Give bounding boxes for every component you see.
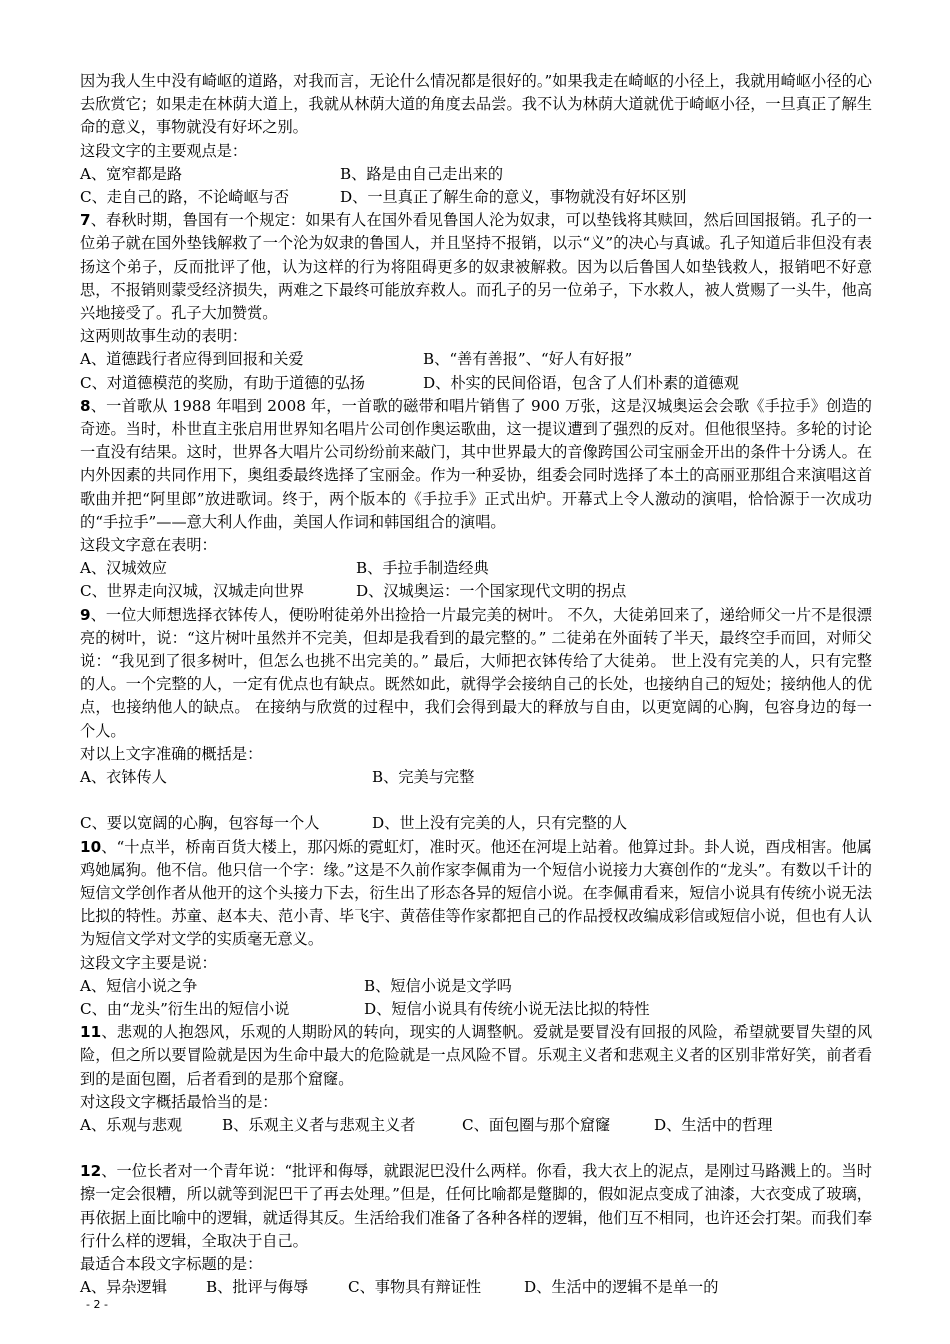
q9-options-row-1 <box>80 766 872 789</box>
q7-number: 7 <box>80 211 91 230</box>
q12-number: 12 <box>80 1162 102 1181</box>
q6-option-c: C、走自己的路，不论崎岖与否 <box>80 188 290 207</box>
q6-option-d: D、一旦真正了解生命的意义，事物就没有好坏区别 <box>340 188 687 207</box>
q11-passage <box>80 1021 872 1091</box>
q10-number: 10 <box>80 837 102 856</box>
q10-passage <box>80 836 872 952</box>
q7-options-row-1 <box>80 348 872 371</box>
q10-options-row-2 <box>80 998 872 1021</box>
q6-options-row-2 <box>80 186 872 209</box>
q10-option-b: B、短信小说是文学吗 <box>364 976 512 995</box>
q11-options-row <box>80 1114 872 1137</box>
q12-option-c: C、事物具有辩证性 <box>348 1278 482 1297</box>
q6-options-row-1 <box>80 163 872 186</box>
q7-passage <box>80 209 872 325</box>
q9-option-d: D、世上没有完美的人，只有完整的人 <box>372 814 628 833</box>
q8-option-b: B、手拉手制造经典 <box>356 559 489 578</box>
q6-option-b: B、路是由自己走出来的 <box>340 164 504 183</box>
q7-options-row-2 <box>80 372 872 395</box>
q11-number: 11 <box>80 1023 102 1042</box>
q11-option-a: A、乐观与悲观 <box>80 1115 183 1134</box>
q10-option-c: C、由“龙头”衍生出的短信小说 <box>80 999 290 1018</box>
q10-text: 、“十点半，桥南百货大楼上，那闪烁的霓虹灯，准时灭。他还在河堤上站着。他算过卦。卦人说，酉戌相害。他属鸡她属狗。他不信。他只信一个字：缘。”这是不久前作家李佩甫为一个短信小说接力大赛创作的“龙头”。有数以千计的短信文学创作者从他开的这个头接力下去，衍生出了形态各异的短信小说。在李佩甫看来，短信小说具有传统小说无法比拟的特性。苏童、赵本夫、范小青、毕飞宇、黄蓓佳等作家都把自己的作品授权改编成彩信或短信小说，但也有人认为短信文学对文学的实质毫无意义。 <box>80 837 872 949</box>
q8-option-a: A、汉城效应 <box>80 559 167 578</box>
q7-option-c: C、对道德模范的奖励，有助于道德的弘扬 <box>80 373 365 392</box>
q7-prompt: 这两则故事生动的表明： <box>80 327 248 346</box>
q12-prompt: 最适合本段文字标题的是： <box>80 1254 263 1273</box>
q10-option-a: A、短信小说之争 <box>80 976 198 995</box>
q9-text: 、一位大师想选择衣钵传人，便吩咐徒弟外出捡拾一片最完美的树叶。 不久，大徒弟回来了，递给师父一片不是很漂亮的树叶，说：“这片树叶虽然并不完美，但却是我看到的最完整的。” 二徒弟在外面转了半天，最终空手而回，对师父说：“我见到了很多树叶，但怎么也挑不出完美的。” 最后，大师把衣钵传给了大徒弟。 世上没有完美的人，只有完整的人。一个完整的人，一定有优点也有缺点。既然如此，就得学会接纳自己的长处，也接纳自己的短处；接纳他人的优点，也接纳他人的缺点。 在接纳与欣赏的过程中，我们会得到最大的释放与自由，以更宽阔的心胸，包容身边的每一个人。 <box>80 605 872 740</box>
q9-prompt: 对以上文字准确的概括是： <box>80 744 263 763</box>
q9-option-c: C、要以宽阔的心胸，包容每一个人 <box>80 814 320 833</box>
q7-text: 、春秋时期，鲁国有一个规定：如果有人在国外看见鲁国人沦为奴隶，可以垫钱将其赎回，然后回国报销。孔子的一位弟子就在国外垫钱解救了一个沦为奴隶的鲁国人，并且坚持不报销，以示“义”的决心与真诚。孔子知道后非但没有表扬这个弟子，反而批评了他，认为这样的行为将阻碍更多的奴隶被解救。因为以后鲁国人如垫钱救人，报销吧不好意思，不报销则蒙受经济损失，两难之下最终可能放弃救人。而孔子的另一位弟子，下水救人，被人赏赐了一头牛，他高兴地接受了。孔子大加赞赏。 <box>80 211 872 323</box>
q10-prompt: 这段文字主要是说： <box>80 953 217 972</box>
q12-options-row <box>80 1276 872 1299</box>
q10-options-row-1 <box>80 975 872 998</box>
q12-option-b: B、批评与侮辱 <box>206 1278 309 1297</box>
q10-option-d: D、短信小说具有传统小说无法比拟的特性 <box>364 999 650 1018</box>
q12-text: 、一位长者对一个青年说：“批评和侮辱，就跟泥巴没什么两样。你看，我大衣上的泥点，是刚过马路溅上的。当时擦一定会很糟，所以就等到泥巴干了再去处理。”但是，任何比喻都是蹩脚的，假如泥点变成了油漆，大衣变成了玻璃，再依据上面比喻中的逻辑，就适得其反。生活给我们准备了各种各样的逻辑，他们互不相同，也许还会打架。而我们奉行什么样的逻辑，全取决于自己。 <box>80 1162 872 1250</box>
q8-text: 、一首歌从 1988 年唱到 2008 年，一首歌的磁带和唱片销售了 900 万张，这是汉城奥运会会歌《手拉手》创造的奇迹。当时，朴世直主张启用世界知名唱片公司创作奥运歌曲，这一提议遭到了强烈的反对。但他很坚持。多轮的讨论一直没有结果。这时，世界各大唱片公司纷纷前来敲门，其中世界最大的音像跨国公司宝丽金开出的条件十分诱人。在内外因素的共同作用下，奥组委最终选择了宝丽金。作为一种妥协，组委会同时选择了本土的高丽亚那组合来演唱这首歌曲并把“阿里郎”放进歌词。终于，两个版本的《手拉手》正式出炉。开幕式上令人激动的演唱，恰恰源于一次成功的“手拉手”——意大利人作曲，美国人作词和韩国组合的演唱。 <box>80 396 872 531</box>
q12-option-a: A、异杂逻辑 <box>80 1278 167 1297</box>
q8-option-d: D、汉城奥运：一个国家现代文明的拐点 <box>356 582 627 601</box>
q9-passage <box>80 604 872 743</box>
document-page <box>80 70 872 1299</box>
q7-option-a: A、道德践行者应得到回报和关爱 <box>80 350 304 369</box>
q9-options-row-2 <box>80 812 872 835</box>
q7-option-d: D、朴实的民间俗语，包含了人们朴素的道德观 <box>423 373 739 392</box>
page-number: - 2 - <box>86 1298 108 1311</box>
q8-prompt: 这段文字意在表明： <box>80 536 217 555</box>
q11-text: 、悲观的人抱怨风，乐观的人期盼风的转向，现实的人调整帆。爱就是要冒没有回报的风险，希望就要冒失望的风险，但之所以要冒险就是因为生命中最大的危险就是一点风险不冒。乐观主义者和悲观主义者的区别非常好笑，前者看到的是面包圈，后者看到的是那个窟窿。 <box>80 1023 872 1088</box>
q11-prompt: 对这段文字概括最恰当的是： <box>80 1092 278 1111</box>
q12-passage <box>80 1160 872 1253</box>
q9-number: 9 <box>80 605 91 624</box>
q12-option-d: D、生活中的逻辑不是单一的 <box>524 1278 719 1297</box>
q8-options-row-1 <box>80 557 872 580</box>
q9-option-a: A、衣钵传人 <box>80 768 167 787</box>
q8-number: 8 <box>80 396 91 415</box>
q11-gap <box>80 1137 872 1160</box>
q6-prompt: 这段文字的主要观点是： <box>80 141 248 160</box>
q6-option-a: A、宽窄都是路 <box>80 164 183 183</box>
q9-option-b: B、完美与完整 <box>372 768 475 787</box>
q11-option-b: B、乐观主义者与悲观主义者 <box>222 1115 416 1134</box>
q9-option-gap <box>80 789 872 812</box>
q8-passage <box>80 395 872 534</box>
q8-option-c: C、世界走向汉城，汉城走向世界 <box>80 582 305 601</box>
q8-options-row-2 <box>80 580 872 603</box>
q7-option-b: B、“善有善报”、“好人有好报” <box>423 350 633 369</box>
q11-option-d: D、生活中的哲理 <box>654 1115 773 1134</box>
q11-option-c: C、面包圈与那个窟窿 <box>462 1115 611 1134</box>
q6-passage: 因为我人生中没有崎岖的道路，对我而言，无论什么情况都是很好的。”如果我走在崎岖的小径上，我就用崎岖小径的心去欣赏它；如果走在林荫大道上，我就从林荫大道的角度去品尝。我不认为林荫大道就优于崎岖小径，一旦真正了解生命的意义，事物就没有好坏之别。 <box>80 72 872 137</box>
